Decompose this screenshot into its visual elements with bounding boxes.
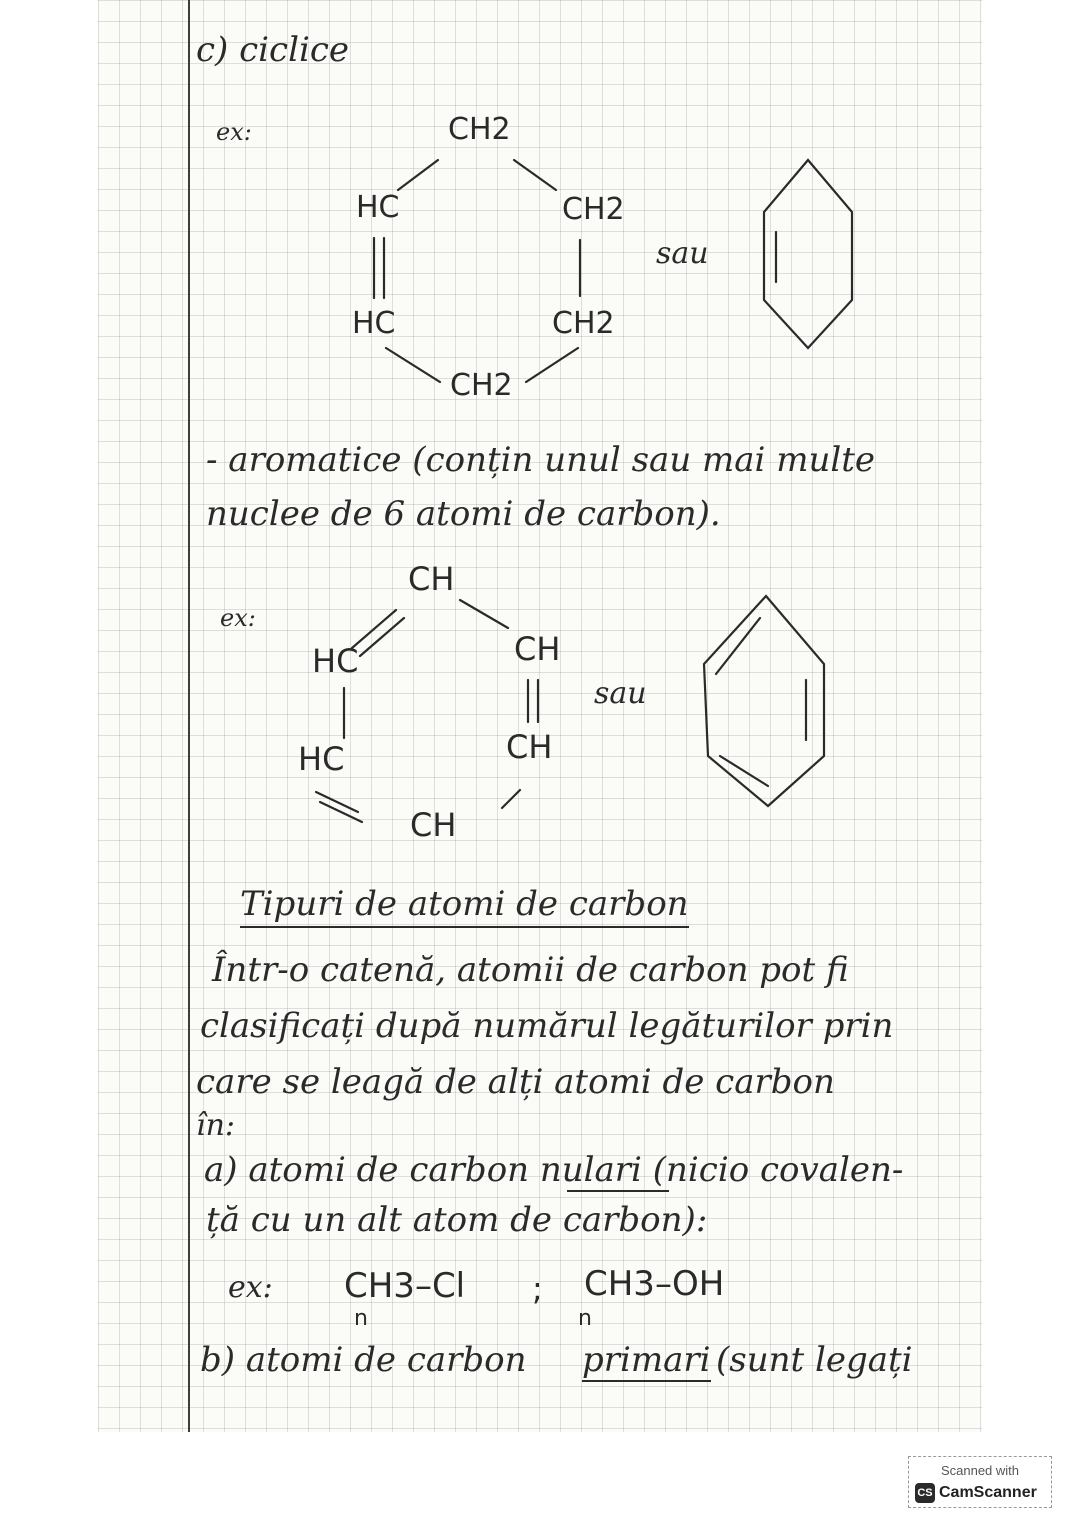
item-a-underlined-word <box>567 1150 669 1192</box>
item-b-underlined-word: primari <box>582 1340 711 1380</box>
types-title: Tipuri de atomi de carbon <box>240 884 689 928</box>
item-b-prefix: b) atomi de carbon <box>200 1340 527 1380</box>
atom-ch2-right-upper: CH2 <box>562 192 625 227</box>
example-label: ex: <box>216 118 252 146</box>
types-para-line-3: care se leagă de alți atomi de carbon <box>196 1062 835 1102</box>
item-a-line-1: a) atomi de carbon nulari (nicio covalen- <box>204 1150 904 1190</box>
types-para-line-4: în: <box>196 1108 236 1143</box>
aromatic-line-1: - aromatice (conțin unul sau mai multe <box>206 440 876 480</box>
camscanner-logo-icon: CS <box>915 1483 935 1503</box>
types-para-line-1: Într-o catenă, atomii de carbon pot fi <box>212 950 849 990</box>
atom-hc-upper-aromatic: HC <box>312 642 359 680</box>
atom-ch-top: CH <box>408 560 455 598</box>
example-label-aromatic: ex: <box>220 604 256 632</box>
example-formula-ch3-cl: CH3–Cl <box>344 1266 466 1306</box>
section-heading-ciclice: c) ciclice <box>196 30 349 70</box>
atom-ch-right-upper: CH <box>514 630 561 668</box>
atom-ch-right-lower: CH <box>506 728 553 766</box>
example-formula-ch3-oh: CH3–OH <box>584 1264 725 1304</box>
example-separator: ; <box>532 1270 543 1308</box>
or-word-aromatic: sau <box>594 676 647 711</box>
camscanner-brand-name: CamScanner <box>939 1484 1037 1501</box>
atom-ch2-top: CH2 <box>448 112 511 147</box>
atom-ch2-right-lower: CH2 <box>552 306 615 341</box>
types-para-line-2: clasificați după numărul legăturilor prin <box>200 1006 894 1046</box>
example-subscript-n-1: n <box>354 1306 368 1331</box>
atom-hc-lower-aromatic: HC <box>298 740 345 778</box>
scanned-with-text: Scanned with <box>940 1463 1020 1478</box>
example-subscript-n-2: n <box>578 1306 592 1331</box>
camscanner-badge <box>908 1456 1052 1508</box>
item-a-line-2: ță cu un alt atom de carbon): <box>206 1200 708 1240</box>
item-b-suffix: (sunt legați <box>716 1340 913 1380</box>
or-word: sau <box>656 236 709 271</box>
aromatic-line-2: nuclee de 6 atomi de carbon). <box>206 494 721 534</box>
atom-hc-lower: HC <box>352 306 396 341</box>
atom-hc-upper: HC <box>356 190 400 225</box>
camscanner-brand-row <box>915 1483 1037 1503</box>
atom-ch2-bottom: CH2 <box>450 368 513 403</box>
example-label-nulari: ex: <box>228 1270 273 1305</box>
atom-ch-bottom: CH <box>410 806 457 844</box>
